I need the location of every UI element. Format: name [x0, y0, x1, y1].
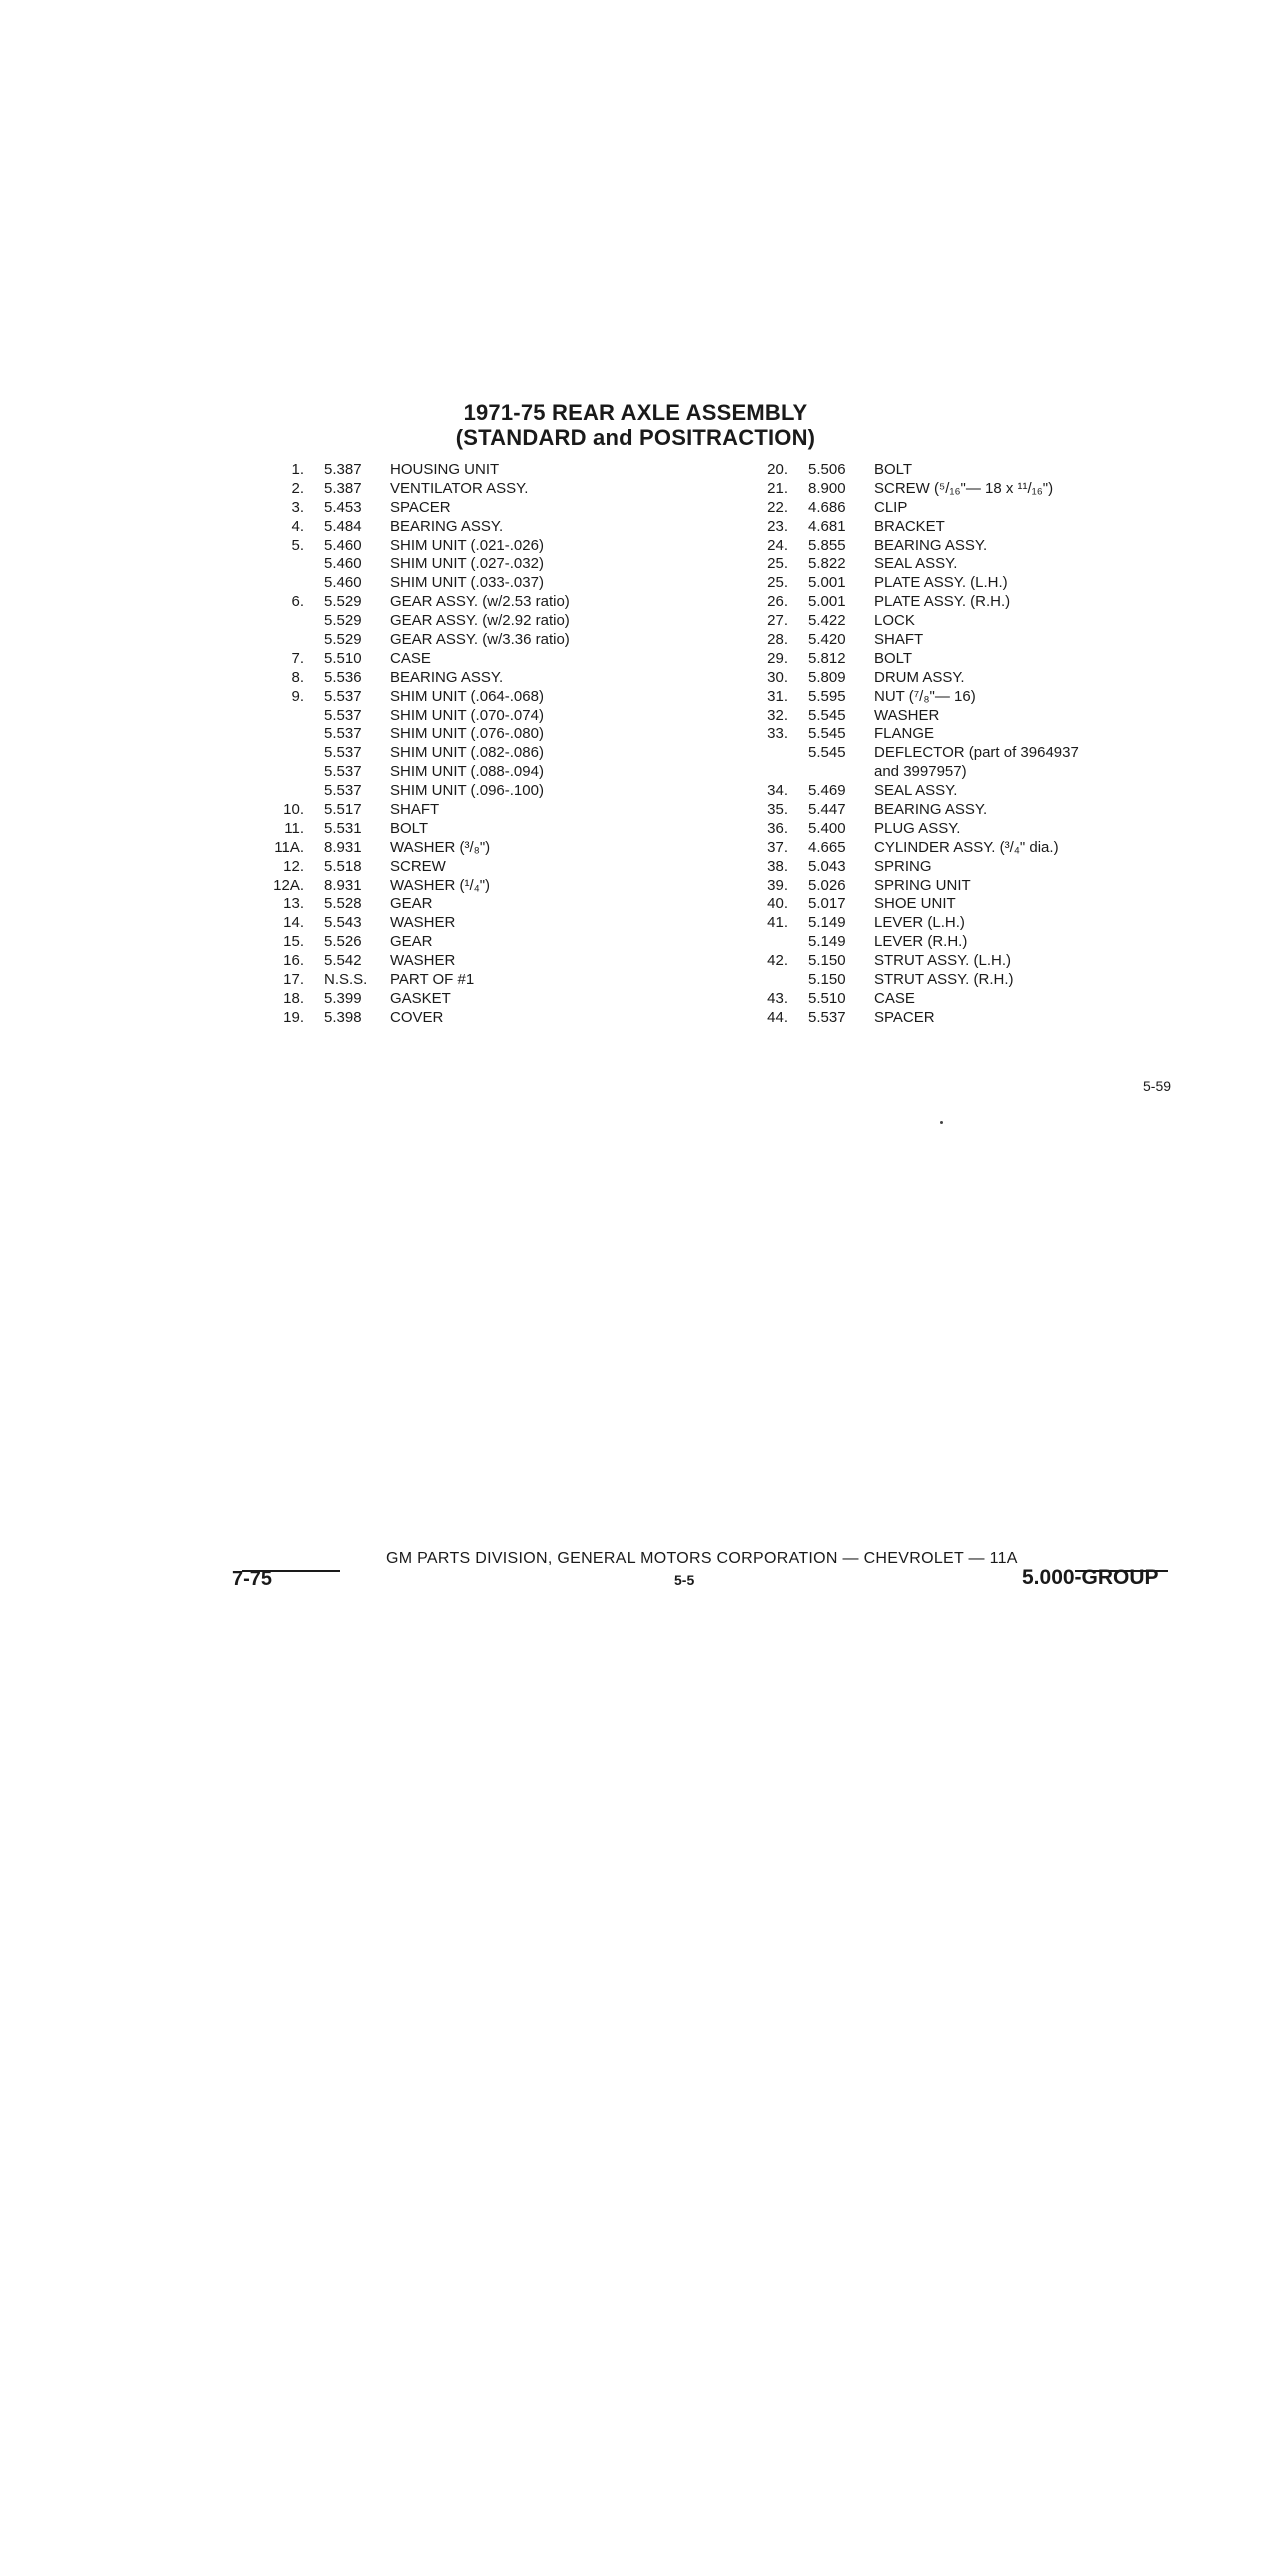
item-number: 21. — [767, 479, 788, 497]
item-number: 31. — [767, 687, 788, 705]
part-description: GEAR ASSY. (w/3.36 ratio) — [390, 631, 570, 649]
part-description: SCREW (⁵/₁₆"— 18 x ¹¹/₁₆") — [874, 479, 1054, 497]
part-description: GEAR ASSY. (w/2.92 ratio) — [390, 612, 570, 630]
part-description: and 3997957) — [874, 763, 967, 781]
item-number: 25. — [767, 574, 788, 592]
group-code: 5.855 — [808, 536, 846, 554]
part-description: NUT (⁷/₈"— 16) — [874, 687, 976, 705]
part-description: DEFLECTOR (part of 3964937 — [874, 744, 1079, 762]
group-code: 5.043 — [808, 857, 846, 875]
item-number: 7. — [291, 649, 304, 667]
part-description: VENTILATOR ASSY. — [390, 479, 529, 497]
part-description: WASHER (³/₈") — [390, 838, 491, 856]
part-description: COVER — [390, 1008, 444, 1026]
item-number: 20. — [767, 461, 788, 478]
group-code: 5.420 — [808, 631, 846, 649]
part-description: SHIM UNIT (.088-.094) — [390, 763, 544, 781]
part-description: SCREW — [390, 857, 446, 875]
part-description: SHIM UNIT (.064-.068) — [390, 687, 544, 705]
part-description: BEARING ASSY. — [390, 668, 504, 686]
part-description: GEAR ASSY. (w/2.53 ratio) — [390, 593, 570, 611]
item-number: 41. — [767, 914, 788, 932]
part-description: PLATE ASSY. (R.H.) — [874, 593, 1011, 611]
part-description: SPRING UNIT — [874, 876, 971, 894]
part-description: CLIP — [874, 498, 908, 516]
part-description: SEAL ASSY. — [874, 782, 958, 800]
group-code: 8.900 — [808, 479, 846, 497]
group-code: 5.528 — [324, 895, 362, 913]
item-number: 9. — [291, 687, 304, 705]
page-subtitle: (STANDARD and POSITRACTION) — [455, 425, 816, 450]
part-description: SPACER — [874, 1008, 935, 1026]
group-code: 4.681 — [808, 517, 846, 535]
item-number: 39. — [767, 876, 788, 894]
part-description: SHIM UNIT (.070-.074) — [390, 706, 544, 724]
group-code: 5.809 — [808, 668, 846, 686]
item-number: 14. — [283, 914, 304, 932]
part-description: WASHER — [390, 952, 456, 970]
group-code: 5.529 — [324, 593, 362, 611]
item-number: 17. — [283, 971, 304, 989]
item-number: 22. — [767, 498, 788, 516]
group-code: 5.543 — [324, 914, 362, 932]
item-number: 5. — [291, 536, 304, 554]
part-description: DRUM ASSY. — [874, 668, 965, 686]
item-number: 12A. — [273, 876, 304, 894]
item-number: 36. — [767, 819, 788, 837]
part-description: LEVER (L.H.) — [874, 914, 965, 932]
part-description: CASE — [390, 649, 431, 667]
page-reference: 5-59 — [1143, 1078, 1172, 1094]
item-number: 42. — [767, 952, 788, 970]
group-code: 5.469 — [808, 782, 846, 800]
group-code: 5.150 — [808, 971, 846, 989]
item-number: 4. — [291, 517, 304, 535]
item-number: 40. — [767, 895, 788, 913]
part-description: FLANGE — [874, 725, 935, 743]
group-code: 5.537 — [324, 782, 362, 800]
part-description: HOUSING UNIT — [390, 461, 500, 478]
part-description: LEVER (R.H.) — [874, 933, 968, 951]
group-code: N.S.S. — [324, 971, 368, 989]
item-number: 23. — [767, 517, 788, 535]
group-code: 5.545 — [808, 706, 846, 724]
part-description: STRUT ASSY. (L.H.) — [874, 952, 1011, 970]
group-code: 5.460 — [324, 536, 362, 554]
part-description: SHOE UNIT — [874, 895, 956, 913]
group-code: 5.149 — [808, 933, 846, 951]
item-number: 8. — [291, 668, 304, 686]
part-description: BEARING ASSY. — [874, 536, 988, 554]
part-description: WASHER — [874, 706, 940, 724]
part-description: PLUG ASSY. — [874, 819, 961, 837]
item-number: 25. — [767, 555, 788, 573]
part-description: LOCK — [874, 612, 915, 630]
part-description: GEAR — [390, 933, 433, 951]
page-title: 1971-75 REAR AXLE ASSEMBLY — [463, 400, 808, 425]
group-code: 5.453 — [324, 498, 362, 516]
group-code: 5.510 — [808, 989, 846, 1007]
group-code: 5.812 — [808, 649, 846, 667]
group-code: 5.460 — [324, 574, 362, 592]
group-code: 5.398 — [324, 1008, 362, 1026]
item-number: 38. — [767, 857, 788, 875]
item-number: 32. — [767, 706, 788, 724]
item-number: 12. — [283, 857, 304, 875]
item-number: 34. — [767, 782, 788, 800]
part-description: SHIM UNIT (.027-.032) — [390, 555, 544, 573]
part-description: BOLT — [874, 461, 913, 478]
group-code: 5.822 — [808, 555, 846, 573]
group-code: 4.665 — [808, 838, 846, 856]
item-number: 6. — [291, 593, 304, 611]
item-number: 37. — [767, 838, 788, 856]
part-description: CASE — [874, 989, 915, 1007]
group-code: 5.017 — [808, 895, 846, 913]
item-number: 43. — [767, 989, 788, 1007]
group-code: 5.001 — [808, 593, 846, 611]
group-code: 5.447 — [808, 801, 846, 819]
part-description: SEAL ASSY. — [874, 555, 958, 573]
item-number: 24. — [767, 536, 788, 554]
part-description: STRUT ASSY. (R.H.) — [874, 971, 1014, 989]
part-description: SHIM UNIT (.082-.086) — [390, 744, 544, 762]
item-number: 15. — [283, 933, 304, 951]
group-code: 5.545 — [808, 725, 846, 743]
group-code: 5.537 — [324, 744, 362, 762]
group-code: 5.526 — [324, 933, 362, 951]
group-code: 5.517 — [324, 801, 362, 819]
group-code: 5.536 — [324, 668, 362, 686]
group-code: 5.595 — [808, 687, 846, 705]
part-description: BOLT — [874, 649, 913, 667]
part-description: SHIM UNIT (.096-.100) — [390, 782, 544, 800]
part-description: SHAFT — [390, 801, 440, 819]
item-number: 28. — [767, 631, 788, 649]
group-code: 5.537 — [324, 763, 362, 781]
item-number: 3. — [291, 498, 304, 516]
item-number: 10. — [283, 801, 304, 819]
group-code: 5.400 — [808, 819, 846, 837]
group-code: 5.518 — [324, 857, 362, 875]
group-code: 8.931 — [324, 838, 362, 856]
footer-group: 5.000-GROUP — [1022, 1566, 1159, 1589]
group-code: 5.537 — [324, 725, 362, 743]
group-code: 5.542 — [324, 952, 362, 970]
group-code: 5.537 — [324, 687, 362, 705]
part-description: SPRING — [874, 857, 932, 875]
group-code: 5.537 — [324, 706, 362, 724]
group-code: 5.545 — [808, 744, 846, 762]
stray-mark — [940, 1121, 943, 1124]
group-code: 5.460 — [324, 555, 362, 573]
group-code: 5.529 — [324, 631, 362, 649]
part-description: PLATE ASSY. (L.H.) — [874, 574, 1008, 592]
group-code: 5.510 — [324, 649, 362, 667]
group-code: 5.001 — [808, 574, 846, 592]
group-code: 5.149 — [808, 914, 846, 932]
group-code: 5.399 — [324, 989, 362, 1007]
item-number: 13. — [283, 895, 304, 913]
part-description: BEARING ASSY. — [390, 517, 504, 535]
item-number: 35. — [767, 801, 788, 819]
item-number: 11A. — [274, 838, 304, 856]
item-number: 1. — [291, 461, 304, 478]
group-code: 5.422 — [808, 612, 846, 630]
group-code: 5.484 — [324, 517, 362, 535]
part-description: BOLT — [390, 819, 429, 837]
item-number: 11. — [284, 819, 304, 837]
footer-section: 5-5 — [674, 1572, 695, 1588]
group-code: 5.506 — [808, 461, 846, 478]
item-number: 2. — [291, 479, 304, 497]
part-description: GEAR — [390, 895, 433, 913]
group-code: 4.686 — [808, 498, 846, 516]
part-description: BEARING ASSY. — [874, 801, 988, 819]
item-number: 26. — [767, 593, 788, 611]
part-description: SHIM UNIT (.033-.037) — [390, 574, 544, 592]
part-description: PART OF #1 — [390, 971, 475, 989]
part-description: WASHER — [390, 914, 456, 932]
group-code: 5.026 — [808, 876, 846, 894]
part-description: SHIM UNIT (.076-.080) — [390, 725, 544, 743]
footer-corporation: GM PARTS DIVISION, GENERAL MOTORS CORPORATION — CHEVROLET — 11A — [386, 1550, 1018, 1567]
group-code: 5.150 — [808, 952, 846, 970]
item-number: 44. — [767, 1008, 788, 1026]
item-number: 19. — [283, 1008, 304, 1026]
group-code: 5.537 — [808, 1008, 846, 1026]
item-number: 30. — [767, 668, 788, 686]
item-number: 18. — [283, 989, 304, 1007]
item-number: 27. — [767, 612, 788, 630]
footer-date: 7-75 — [232, 1568, 273, 1590]
group-code: 5.531 — [324, 819, 362, 837]
group-code: 5.387 — [324, 461, 362, 478]
item-number: 33. — [767, 725, 788, 743]
group-code: 5.387 — [324, 479, 362, 497]
part-description: CYLINDER ASSY. (³/₄" dia.) — [874, 838, 1059, 856]
item-number: 16. — [283, 952, 304, 970]
part-description: SHAFT — [874, 631, 924, 649]
part-description: GASKET — [390, 989, 451, 1007]
part-description: SHIM UNIT (.021-.026) — [390, 536, 544, 554]
group-code: 5.529 — [324, 612, 362, 630]
part-description: WASHER (¹/₄") — [390, 876, 491, 894]
group-code: 8.931 — [324, 876, 362, 894]
part-description: SPACER — [390, 498, 451, 516]
item-number: 29. — [767, 649, 788, 667]
part-description: BRACKET — [874, 517, 945, 535]
